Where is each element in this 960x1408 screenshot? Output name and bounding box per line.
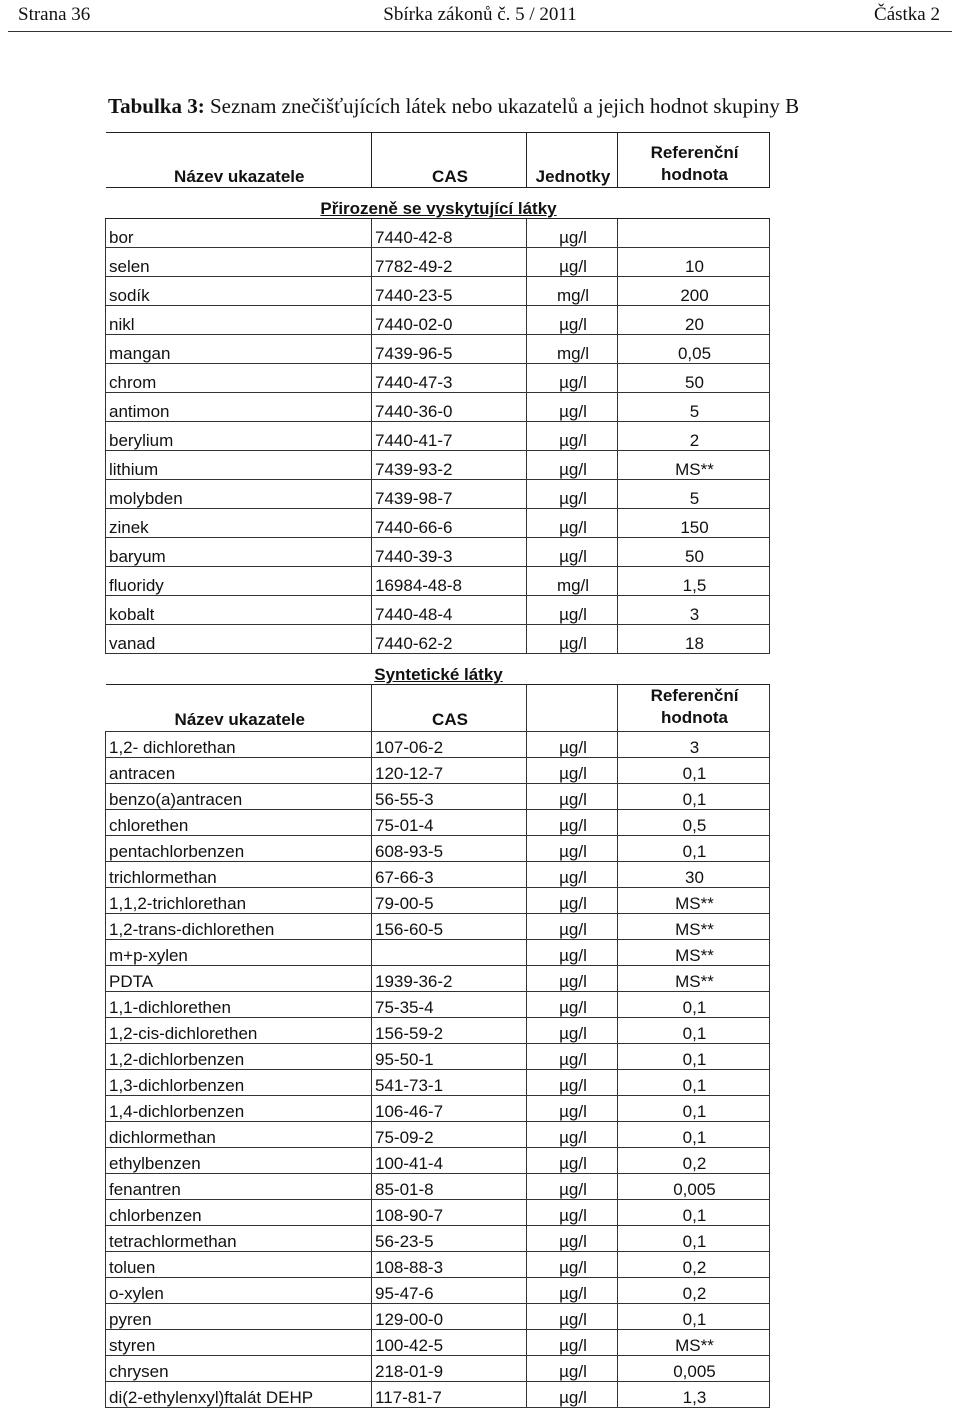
cell-ref: 0,1	[618, 1070, 770, 1096]
cell-cas: 7440-41-7	[372, 422, 527, 451]
cell-name: lithium	[106, 451, 372, 480]
cell-cas: 75-01-4	[372, 810, 527, 836]
header-units-empty	[527, 685, 618, 732]
cell-name: antimon	[106, 393, 372, 422]
cell-ref: 0,1	[618, 1122, 770, 1148]
cell-cas: 541-73-1	[372, 1070, 527, 1096]
cell-ref: 0,2	[618, 1148, 770, 1174]
cell-name: o-xylen	[106, 1278, 372, 1304]
cell-unit: mg/l	[527, 567, 618, 596]
cell-cas: 156-60-5	[372, 914, 527, 940]
cell-cas: 129-00-0	[372, 1304, 527, 1330]
cell-name: 1,2-cis-dichlorethen	[106, 1018, 372, 1044]
table-row	[106, 335, 770, 364]
cell-unit: µg/l	[527, 393, 618, 422]
cell-unit: µg/l	[527, 1304, 618, 1330]
cell-name: berylium	[106, 422, 372, 451]
cell-name: pentachlorbenzen	[106, 836, 372, 862]
cell-unit: µg/l	[527, 219, 618, 248]
cell-unit: µg/l	[527, 1148, 618, 1174]
cell-ref: MS**	[618, 966, 770, 992]
cell-name: ethylbenzen	[106, 1148, 372, 1174]
table-row	[106, 810, 770, 836]
cell-name: 1,3-dichlorbenzen	[106, 1070, 372, 1096]
cell-ref: 5	[618, 480, 770, 509]
cell-unit: µg/l	[527, 836, 618, 862]
cell-ref	[618, 219, 770, 248]
cell-name: 1,1-dichlorethen	[106, 992, 372, 1018]
table-row	[106, 1018, 770, 1044]
cell-name: sodík	[106, 277, 372, 306]
table-row	[106, 1148, 770, 1174]
cell-ref: 3	[618, 732, 770, 758]
cell-cas: 7440-66-6	[372, 509, 527, 538]
cell-unit: µg/l	[527, 538, 618, 567]
cell-cas: 7439-93-2	[372, 451, 527, 480]
cell-ref: 0,005	[618, 1174, 770, 1200]
table-body	[106, 133, 770, 1408]
cell-cas: 218-01-9	[372, 1356, 527, 1382]
table-row	[106, 509, 770, 538]
cell-unit: µg/l	[527, 1200, 618, 1226]
table-row	[106, 1356, 770, 1382]
cell-cas: 7439-96-5	[372, 335, 527, 364]
cell-ref: 200	[618, 277, 770, 306]
cell-ref: MS**	[618, 914, 770, 940]
cell-name: bor	[106, 219, 372, 248]
cell-unit: µg/l	[527, 966, 618, 992]
table-row	[106, 596, 770, 625]
cell-unit: µg/l	[527, 1122, 618, 1148]
cell-ref: 0,1	[618, 1096, 770, 1122]
cell-cas: 120-12-7	[372, 758, 527, 784]
cell-ref: 0,5	[618, 810, 770, 836]
header-name: Název ukazatele	[106, 133, 372, 188]
header-ref: Referenční hodnota	[618, 133, 770, 188]
table-row	[106, 1200, 770, 1226]
cell-ref: MS**	[618, 888, 770, 914]
table-row	[106, 480, 770, 509]
cell-unit: µg/l	[527, 1278, 618, 1304]
table-row	[106, 1278, 770, 1304]
table-row	[106, 1330, 770, 1356]
cell-unit: µg/l	[527, 1018, 618, 1044]
cell-cas: 7440-47-3	[372, 364, 527, 393]
header-cas: CAS	[372, 133, 527, 188]
cell-name: di(2-ethylenxyl)ftalát DEHP	[106, 1382, 372, 1408]
cell-cas: 79-00-5	[372, 888, 527, 914]
cell-unit: µg/l	[527, 306, 618, 335]
cell-ref: 30	[618, 862, 770, 888]
cell-ref: 0,1	[618, 1200, 770, 1226]
section-title-synthetic: Syntetické látky	[106, 654, 770, 685]
cell-ref: MS**	[618, 1330, 770, 1356]
cell-name: chlorethen	[106, 810, 372, 836]
table-row	[106, 538, 770, 567]
cell-unit: µg/l	[527, 758, 618, 784]
cell-name: fluoridy	[106, 567, 372, 596]
cell-cas: 1939-36-2	[372, 966, 527, 992]
cell-ref: 0,1	[618, 992, 770, 1018]
table-row	[106, 732, 770, 758]
cell-unit: mg/l	[527, 277, 618, 306]
cell-unit: µg/l	[527, 1252, 618, 1278]
cell-ref: 0,2	[618, 1252, 770, 1278]
table-row	[106, 758, 770, 784]
cell-cas: 7439-98-7	[372, 480, 527, 509]
cell-name: PDTA	[106, 966, 372, 992]
section-row-synthetic	[106, 654, 770, 685]
cell-name: styren	[106, 1330, 372, 1356]
section-row-natural	[106, 188, 770, 219]
cell-unit: µg/l	[527, 1382, 618, 1408]
section-title-natural: Přirozeně se vyskytující látky	[106, 188, 770, 219]
cell-name: 1,1,2-trichlorethan	[106, 888, 372, 914]
table-row	[106, 277, 770, 306]
cell-unit: µg/l	[527, 862, 618, 888]
table-row	[106, 1070, 770, 1096]
cell-unit: µg/l	[527, 596, 618, 625]
cell-ref: 0,1	[618, 1304, 770, 1330]
cell-unit: µg/l	[527, 1174, 618, 1200]
cell-name: trichlormethan	[106, 862, 372, 888]
cell-unit: µg/l	[527, 1330, 618, 1356]
cell-name: 1,4-dichlorbenzen	[106, 1096, 372, 1122]
cell-name: fenantren	[106, 1174, 372, 1200]
cell-cas: 85-01-8	[372, 1174, 527, 1200]
cell-cas: 7440-48-4	[372, 596, 527, 625]
cell-unit: µg/l	[527, 364, 618, 393]
cell-cas: 7440-36-0	[372, 393, 527, 422]
cell-cas: 7440-02-0	[372, 306, 527, 335]
table-row	[106, 1174, 770, 1200]
cell-name: chrom	[106, 364, 372, 393]
table-row	[106, 888, 770, 914]
cell-ref: 50	[618, 364, 770, 393]
cell-ref: 10	[618, 248, 770, 277]
cell-ref: 0,1	[618, 1226, 770, 1252]
table-row	[106, 567, 770, 596]
cell-cas: 75-35-4	[372, 992, 527, 1018]
cell-cas: 67-66-3	[372, 862, 527, 888]
cell-ref: 150	[618, 509, 770, 538]
cell-cas: 75-09-2	[372, 1122, 527, 1148]
cell-cas: 7440-23-5	[372, 277, 527, 306]
table-row	[106, 992, 770, 1018]
cell-name: dichlormethan	[106, 1122, 372, 1148]
cell-name: toluen	[106, 1252, 372, 1278]
cell-ref: 2	[618, 422, 770, 451]
cell-name: antracen	[106, 758, 372, 784]
table-row	[106, 784, 770, 810]
cell-ref: 20	[618, 306, 770, 335]
cell-unit: µg/l	[527, 1356, 618, 1382]
cell-unit: µg/l	[527, 810, 618, 836]
cell-name: mangan	[106, 335, 372, 364]
cell-ref: 1,5	[618, 567, 770, 596]
cell-unit: µg/l	[527, 1096, 618, 1122]
cell-cas	[372, 940, 527, 966]
cell-cas: 7440-42-8	[372, 219, 527, 248]
table-row	[106, 625, 770, 654]
page-number: Strana 36	[18, 4, 91, 25]
cell-cas: 7440-62-2	[372, 625, 527, 654]
cell-unit: µg/l	[527, 888, 618, 914]
table-row	[106, 1226, 770, 1252]
cell-name: molybden	[106, 480, 372, 509]
cell-name: 1,2-dichlorbenzen	[106, 1044, 372, 1070]
table-caption	[108, 94, 799, 119]
running-head	[0, 0, 960, 30]
cell-name: selen	[106, 248, 372, 277]
cell-name: vanad	[106, 625, 372, 654]
cell-unit: µg/l	[527, 914, 618, 940]
table-row	[106, 914, 770, 940]
table-row	[106, 1096, 770, 1122]
cell-ref: 0,2	[618, 1278, 770, 1304]
table-row	[106, 393, 770, 422]
table-row	[106, 836, 770, 862]
cell-cas: 100-42-5	[372, 1330, 527, 1356]
cell-ref: 0,1	[618, 836, 770, 862]
cell-cas: 608-93-5	[372, 836, 527, 862]
cell-cas: 106-46-7	[372, 1096, 527, 1122]
header-row	[106, 133, 770, 188]
table-row	[106, 1252, 770, 1278]
header-cas: CAS	[372, 685, 527, 732]
table-row	[106, 422, 770, 451]
table-row	[106, 940, 770, 966]
table-row	[106, 1122, 770, 1148]
cell-ref: 0,1	[618, 1044, 770, 1070]
cell-name: pyren	[106, 1304, 372, 1330]
cell-name: 1,2-trans-dichlorethen	[106, 914, 372, 940]
cell-ref: MS**	[618, 940, 770, 966]
cell-cas: 100-41-4	[372, 1148, 527, 1174]
header-ref: Referenční hodnota	[618, 685, 770, 732]
cell-name: zinek	[106, 509, 372, 538]
cell-ref: 18	[618, 625, 770, 654]
table-row	[106, 1304, 770, 1330]
table-row	[106, 966, 770, 992]
cell-unit: µg/l	[527, 1044, 618, 1070]
cell-name: chrysen	[106, 1356, 372, 1382]
cell-unit: µg/l	[527, 480, 618, 509]
cell-ref: 50	[618, 538, 770, 567]
cell-cas: 156-59-2	[372, 1018, 527, 1044]
cell-cas: 56-23-5	[372, 1226, 527, 1252]
cell-ref: 0,1	[618, 1018, 770, 1044]
caption-label: Tabulka 3:	[108, 94, 205, 118]
table-row	[106, 306, 770, 335]
cell-ref: MS**	[618, 451, 770, 480]
header-name: Název ukazatele	[106, 685, 372, 732]
cell-cas: 95-47-6	[372, 1278, 527, 1304]
cell-unit: mg/l	[527, 335, 618, 364]
cell-name: m+p-xylen	[106, 940, 372, 966]
cell-ref: 1,3	[618, 1382, 770, 1408]
cell-name: benzo(a)antracen	[106, 784, 372, 810]
header-units: Jednotky	[527, 133, 618, 188]
cell-ref: 0,1	[618, 784, 770, 810]
cell-unit: µg/l	[527, 625, 618, 654]
cell-ref: 0,05	[618, 335, 770, 364]
cell-unit: µg/l	[527, 992, 618, 1018]
cell-ref: 5	[618, 393, 770, 422]
cell-unit: µg/l	[527, 422, 618, 451]
cell-unit: µg/l	[527, 1226, 618, 1252]
cell-unit: µg/l	[527, 1070, 618, 1096]
cell-ref: 0,1	[618, 758, 770, 784]
pollutants-table	[105, 132, 770, 1408]
part-number: Částka 2	[874, 4, 940, 25]
cell-unit: µg/l	[527, 784, 618, 810]
cell-unit: µg/l	[527, 940, 618, 966]
table-row	[106, 451, 770, 480]
cell-cas: 108-88-3	[372, 1252, 527, 1278]
cell-ref: 0,005	[618, 1356, 770, 1382]
cell-cas: 7440-39-3	[372, 538, 527, 567]
cell-cas: 56-55-3	[372, 784, 527, 810]
cell-ref: 3	[618, 596, 770, 625]
cell-unit: µg/l	[527, 451, 618, 480]
table-row	[106, 219, 770, 248]
table-row	[106, 862, 770, 888]
publication-title: Sbírka zákonů č. 5 / 2011	[383, 4, 577, 25]
table-row	[106, 1382, 770, 1408]
table-row	[106, 1044, 770, 1070]
cell-cas: 7782-49-2	[372, 248, 527, 277]
cell-name: nikl	[106, 306, 372, 335]
cell-name: kobalt	[106, 596, 372, 625]
cell-name: tetrachlormethan	[106, 1226, 372, 1252]
cell-name: baryum	[106, 538, 372, 567]
caption-text: Seznam znečišťujících látek nebo ukazatelů a jejich hodnot skupiny B	[204, 94, 800, 118]
cell-unit: µg/l	[527, 509, 618, 538]
cell-cas: 95-50-1	[372, 1044, 527, 1070]
cell-name: chlorbenzen	[106, 1200, 372, 1226]
cell-cas: 16984-48-8	[372, 567, 527, 596]
header-rule	[8, 31, 952, 32]
table-row	[106, 364, 770, 393]
table-row	[106, 248, 770, 277]
header-row-synthetic	[106, 685, 770, 732]
cell-unit: µg/l	[527, 732, 618, 758]
cell-unit: µg/l	[527, 248, 618, 277]
cell-name: 1,2- dichlorethan	[106, 732, 372, 758]
cell-cas: 107-06-2	[372, 732, 527, 758]
cell-cas: 108-90-7	[372, 1200, 527, 1226]
cell-cas: 117-81-7	[372, 1382, 527, 1408]
